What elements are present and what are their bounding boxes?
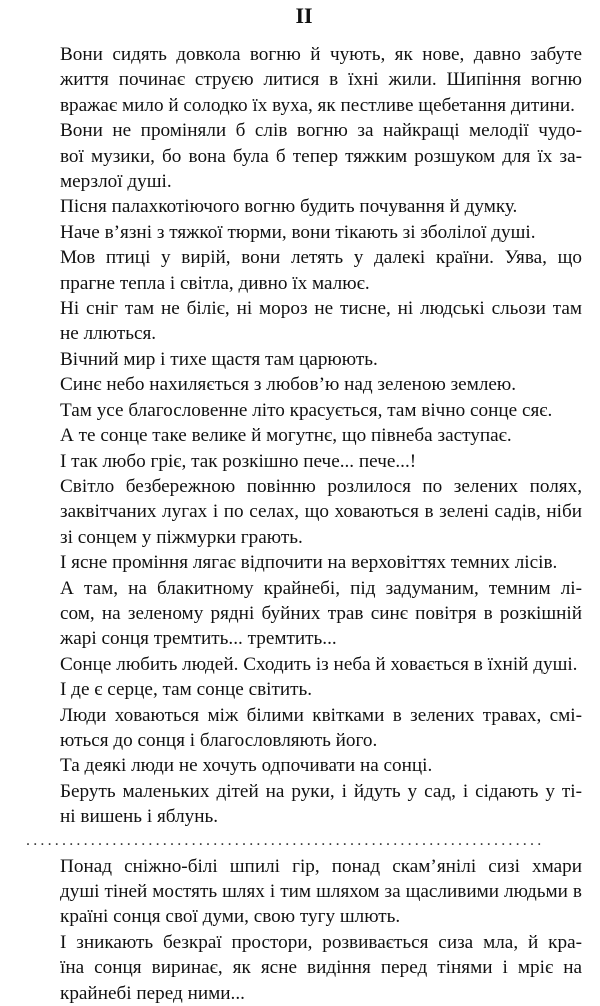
text-line: ні вишень і яблунь. <box>60 806 219 828</box>
text-line: І де є серце, там сонце світить. <box>60 679 313 701</box>
text-line: країні сонця свої думи, свою тугу шлють. <box>60 906 401 928</box>
text-line: крайнебі перед ними... <box>60 982 245 1004</box>
paragraph <box>26 779 582 830</box>
text-line: І ясне проміння лягає відпочити на верховіттях темних лісів. <box>60 552 558 574</box>
text-line: зі сонцем у піжмурки грають. <box>60 526 303 548</box>
text-line: Синє небо нахиляється з любов’ю над зеленою землею. <box>60 374 517 396</box>
paragraph <box>26 677 582 702</box>
paragraph <box>26 245 582 296</box>
paragraph <box>26 854 582 930</box>
text-line: мерзлої душі. <box>60 171 172 193</box>
paragraph <box>26 576 582 652</box>
text-line: вої музики, бо вона була б тепер тяжким розшуком для їх за- <box>60 145 582 167</box>
paragraph <box>26 449 582 474</box>
text-line: Сонце любить людей. Сходить із неба й ховається в їхній душі. <box>60 653 578 675</box>
paragraph <box>26 296 582 347</box>
text-line: Вони не проміняли б слів вогню за найкращі мелодії чудо- <box>60 120 582 142</box>
text-line: Мов птиці у вирій, вони летять у далекі країни. Уява, що <box>60 247 582 269</box>
text-line: жарі сонця тремтить... тремтить... <box>60 628 337 650</box>
text-line: І зникають безкраї простори, розвивається сиза мла, й кра- <box>60 931 582 953</box>
text-line: вражає мило й солодко їх вуха, як пестливе щебетання дитини. <box>60 94 575 116</box>
text-line: життя починає струєю литися в їхні жили. Шипіння вогню <box>60 69 582 91</box>
paragraph <box>26 930 582 1006</box>
paragraph <box>26 474 582 550</box>
paragraph <box>26 550 582 575</box>
text-line: Беруть маленьких дітей на руки, і йдуть у сад, і сідають у ті- <box>60 780 582 802</box>
text-section-bottom <box>26 854 582 1006</box>
text-line: не ллються. <box>60 323 157 345</box>
text-line: їна сонця виринає, як ясне видіння перед тінями і мріє на <box>60 957 582 979</box>
paragraph <box>26 398 582 423</box>
text-line: сом, на зеленому рядні буйних трав синє повітря в розкішній <box>60 602 582 624</box>
paragraph <box>26 423 582 448</box>
text-line: І так любо гріє, так розкішно пече... пече...! <box>60 450 417 472</box>
text-line: Та деякі люди не хочуть одпочивати на сонці. <box>60 755 433 777</box>
text-section-top <box>26 42 582 830</box>
paragraph <box>26 347 582 372</box>
paragraph <box>26 703 582 754</box>
paragraph <box>26 372 582 397</box>
text-line: Вічний мир і тихе щастя там царюють. <box>60 348 378 370</box>
text-line: А те сонце таке велике й могутнє, що півнеба заступає. <box>60 425 512 447</box>
paragraph <box>26 194 582 219</box>
text-line: Наче в’язні з тяжкої тюрми, вони тікають зі зболілої душі. <box>60 221 536 243</box>
text-line: прагне тепла і світла, дивно їх малює. <box>60 272 370 294</box>
text-line: Там усе благословенне літо красується, там вічно сонце сяє. <box>60 399 553 421</box>
text-line: Люди ховаються між білими квітками в зелених травах, смі- <box>60 704 582 726</box>
text-line: ються до сонця і благословляють його. <box>60 729 378 751</box>
text-line: Світло безбережною повінню розлилося по зелених полях, <box>60 475 582 497</box>
text-line: Вони сидять довкола вогню й чують, як нове, давно забуте <box>60 44 582 65</box>
paragraph <box>26 118 582 194</box>
text-line: душі тіней мостять шлях і тим шляхом за щасливими людьми в <box>60 881 582 902</box>
paragraph <box>26 753 582 778</box>
text-line: Ні сніг там не біліє, ні мороз не тисне, ні людські сльози там <box>60 298 582 320</box>
paragraph <box>26 652 582 677</box>
chapter-heading: II <box>295 3 313 28</box>
section-divider: ........................................................................ <box>26 831 545 849</box>
text-line: А там, на блакитному крайнебі, під задуманим, темним лі- <box>60 577 582 599</box>
text-line: заквітчаних лугах і по селах, що ховаються в зелені садів, ніби <box>60 501 582 523</box>
paragraph <box>26 42 582 118</box>
text-line: Понад сніжно-білі шпилі гір, понад скам’янілі сизі хмари <box>60 855 582 877</box>
text-line: Пісня палахкотіючого вогню будить почування й думку. <box>60 196 518 218</box>
paragraph <box>26 220 582 245</box>
